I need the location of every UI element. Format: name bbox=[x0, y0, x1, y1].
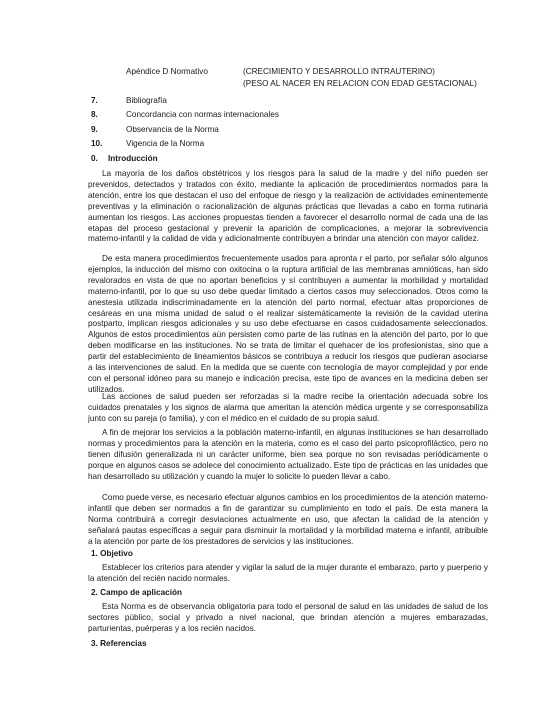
paragraph: De esta manera procedimientos frecuentemente usados para apronta r el parto, por señalar sólo algunos ejemplos, la inducción del mismo con oxitocina o la ruptura artificial de las membranas amnióticas, han sido revalorados en vista de que no aportan beneficios y sí contribuyen a aumentar la morbilidad y mortalidad materno-infantil, por lo que su uso debe quedar limitado a ciertos casos muy seleccionados. Otros como la anestesia utilizada indiscriminadamente en la atención del parto normal, efectuar altas proporciones de cesáreas en una misma unidad de salud o el realizar sistemáticamente la revisión de la cavidad uterina postparto, implican riesgos adicionales y su uso debe efectuarse en casos cuidadosamente seleccionados. Algunos de estos procedimientos aún persisten como parte de las rutinas en la atención del parto, por lo que deben modificarse en las instituciones. No se trata de limitar el quehacer de los profesionistas, sino que a partir del establecimiento de lineamientos básicos se contribuya a reducir los riesgos que pudieran asociarse a las intervenciones de salud. En la medida que se cuente con tecnología de mayor complejidad y por ende con el personal idóneo para su manejo e indicación precisa, este tipo de avances en la medicina deben ser utilizados. bbox=[88, 254, 488, 394]
paragraph: La mayoría de los daños obstétricos y los riesgos para la salud de la madre y del niño pueden ser prevenidos, detectados y tratados con éxito, mediante la aplicación de procedimientos normados para la atención, entre los que destacan el uso del enfoque de riesgo y la realización de actividades eminentemente preventivas y la eliminación o racionalización de algunas prácticas que llevadas a cabo en forma rutinaria aumentan los riesgos. Las acciones propuestas tienden a favorecer el desarrollo normal de cada una de las etapas del proceso gestacional y prevenir la aparición de complicaciones, a mejorar la sobrevivencia materno-infantil y la calidad de vida y adicionalmente contribuyen a brindar una atención con mayor calidez. bbox=[88, 169, 488, 244]
section-title: 1. Objetivo bbox=[91, 549, 133, 558]
toc-number: 9. bbox=[91, 125, 98, 134]
paragraph: Como puede verse, es necesario efectuar algunos cambios en los procedimientos de la atención materno-infantil que deben ser normados a fin de garantizar su cumplimiento en todo el país. De esta manera la Norma contribuirá a corregir desviaciones actualmente en uso, que afectan la calidad de la atención y señalará pautas específicas a seguir para disminuir la mortalidad y la morbilidad materna e infantil, atribuible a la atención por parte de los prestadores de servicios y las instituciones. bbox=[88, 493, 488, 546]
toc-item-label: Concordancia con normas internacionales bbox=[126, 110, 279, 119]
toc-item-label: Observancia de la Norma bbox=[126, 125, 219, 134]
section-title: 2. Campo de aplicación bbox=[91, 588, 182, 597]
appendix-title-line2: (PESO AL NACER EN RELACION CON EDAD GESTACIONAL) bbox=[243, 79, 477, 88]
toc-number: 10. bbox=[91, 139, 103, 148]
paragraph: Esta Norma es de observancia obligatoria para todo el personal de salud en las unidades de salud de los sectores público, social y privado a nivel nacional, que brindan atención a mujeres embarazadas, parturientas, puérperas y a los recién nacidos. bbox=[88, 602, 488, 633]
appendix-label: Apéndice D Normativo bbox=[126, 67, 208, 76]
section-title: Introducción bbox=[108, 154, 158, 163]
section-number: 0. bbox=[91, 154, 98, 163]
appendix-title-line1: (CRECIMIENTO Y DESARROLLO INTRAUTERINO) bbox=[243, 67, 435, 76]
section-title: 3. Referencias bbox=[91, 639, 147, 648]
toc-number: 8. bbox=[91, 110, 98, 119]
toc-item-label: Bibliografía bbox=[126, 96, 167, 105]
paragraph: A fin de mejorar los servicios a la población materno-infantil, en algunas instituciones se han desarrollado normas y procedimientos para la atención en la materia, como es el caso del parto psicoprofiláctico, pero no tienen difusión generalizada ni un carácter uniforme, bien sea porque no son revisadas periódicamente o porque en algunos casos se adolece del conocimiento actualizado. Este tipo de prácticas en las unidades que han desarrollado su utilización y cuando la mujer lo solicite lo pueden llevar a cabo. bbox=[88, 428, 488, 481]
toc-item-label: Vigencia de la Norma bbox=[126, 139, 205, 148]
paragraph: Establecer los criterios para atender y vigilar la salud de la mujer durante el embarazo, parto y puerperio y la atención del recién nacido normales. bbox=[88, 563, 488, 583]
paragraph: Las acciones de salud pueden ser reforzadas si la madre recibe la orientación adecuada sobre los cuidados prenatales y los signos de alarma que ameritan la atención médica urgente y se corresponsabiliza junto con su pareja (o familia), y con el médico en el cuidado de su propia salud. bbox=[88, 392, 488, 423]
toc-number: 7. bbox=[91, 96, 98, 105]
